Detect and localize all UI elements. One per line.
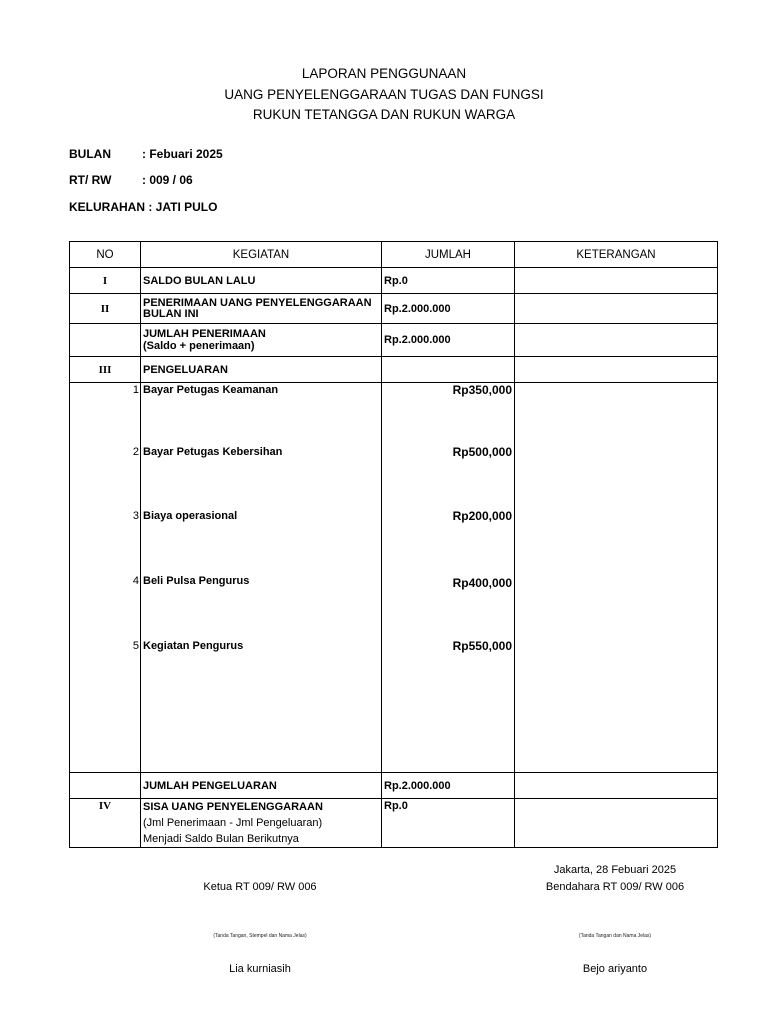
- item-number: 1: [132, 384, 139, 396]
- report-title-line2: UANG PENYELENGGARAAN TUGAS DAN FUNGSI: [224, 87, 544, 102]
- sisa-line2: (Jml Penerimaan - Jml Pengeluaran): [143, 817, 323, 829]
- row-label: PENERIMAAN UANG PENYELENGGARAAN BULAN INI: [141, 294, 382, 324]
- header-no: NO: [70, 242, 141, 268]
- item-amount: Rp500,000: [452, 445, 512, 459]
- row-number: [70, 773, 141, 799]
- sisa-line1: SISA UANG PENYELENGGARAAN: [143, 801, 323, 813]
- right-signer-role: Bendahara RT 009/ RW 006: [545, 881, 685, 893]
- header-kegiatan: KEGIATAN: [141, 242, 382, 268]
- meta-bulan: [69, 147, 223, 161]
- item-number: 4: [132, 575, 139, 587]
- header-jumlah: JUMLAH: [382, 242, 515, 268]
- item-number: 2: [132, 446, 139, 458]
- table-row-saldo: [70, 268, 718, 294]
- item-amount: Rp400,000: [452, 576, 512, 590]
- row-keterangan: [515, 324, 718, 357]
- row-keterangan: [515, 799, 718, 848]
- row-number: I: [70, 268, 141, 294]
- row-label: [141, 799, 382, 848]
- row-amount: Rp.0: [382, 268, 515, 294]
- row-keterangan: [515, 357, 718, 383]
- row-number: [70, 324, 141, 357]
- item-label: Kegiatan Pengurus: [143, 640, 244, 652]
- item-amount: Rp200,000: [452, 509, 512, 523]
- table-row-jumlah-pengeluaran: [70, 773, 718, 799]
- left-signer-name: Lia kurniasih: [229, 963, 291, 975]
- table-row-penerimaan: [70, 294, 718, 324]
- table-row-jumlah-penerimaan: [70, 324, 718, 357]
- row-number: III: [70, 357, 141, 383]
- bulan-value: : Febuari 2025: [142, 147, 223, 161]
- rtrw-label: RT/ RW: [69, 173, 112, 187]
- row-amount: Rp.0: [382, 799, 515, 848]
- left-signer-role: Ketua RT 009/ RW 006: [203, 881, 317, 893]
- item-label: Biaya operasional: [143, 510, 238, 522]
- item-label: Beli Pulsa Pengurus: [143, 575, 250, 587]
- header-keterangan: KETERANGAN: [515, 242, 718, 268]
- item-label: Bayar Petugas Kebersihan: [143, 446, 283, 458]
- row-amount: Rp.2.000.000: [382, 324, 515, 357]
- row-label: SALDO BULAN LALU: [141, 268, 382, 294]
- item-number: 3: [132, 510, 139, 522]
- row-label: JUMLAH PENGELUARAN: [141, 773, 382, 799]
- row-label: PENGELUARAN: [141, 357, 382, 383]
- report-title-line3: RUKUN TETANGGA DAN RUKUN WARGA: [252, 107, 516, 122]
- row-amount: Rp.2.000.000: [382, 294, 515, 324]
- bulan-label: BULAN: [69, 147, 111, 161]
- item-label: Bayar Petugas Keamanan: [143, 384, 279, 396]
- right-signature-note: (Tanda Tangan dan Nama Jelas): [578, 933, 652, 939]
- row-label: [141, 324, 382, 357]
- place-date: Jakarta, 28 Febuari 2025: [553, 864, 677, 876]
- table-row-sisa: [70, 799, 718, 848]
- sisa-line3: Menjadi Saldo Bulan Berikutnya: [143, 833, 299, 845]
- item-number: 5: [132, 640, 139, 652]
- row-amount: Rp.2.000.000: [382, 773, 515, 799]
- items-number-cell: [70, 383, 141, 773]
- row-number: IV: [70, 799, 141, 848]
- items-amount-cell: [382, 383, 515, 773]
- table-row-pengeluaran: [70, 357, 718, 383]
- items-keterangan-cell: [515, 383, 718, 773]
- jumlah-penerimaan-line1: JUMLAH PENERIMAAN: [143, 328, 266, 340]
- row-keterangan: [515, 268, 718, 294]
- right-signer-name: Bejo ariyanto: [582, 963, 648, 975]
- meta-rtrw: [69, 173, 193, 187]
- table-row-items: [70, 383, 718, 773]
- row-keterangan: [515, 294, 718, 324]
- item-amount: Rp350,000: [452, 383, 512, 397]
- report-table: [69, 241, 718, 848]
- report-title-line1: LAPORAN PENGGUNAAN: [301, 66, 467, 81]
- row-keterangan: [515, 773, 718, 799]
- row-number: II: [70, 294, 141, 324]
- items-label-cell: [141, 383, 382, 773]
- jumlah-penerimaan-line2: (Saldo + penerimaan): [143, 340, 255, 352]
- rtrw-value: : 009 / 06: [142, 173, 193, 187]
- left-signature-note: (Tanda Tangan, Stempel dan Nama Jelas): [213, 933, 307, 939]
- table-header-row: [70, 242, 718, 268]
- meta-kelurahan: KELURAHAN : JATI PULO: [69, 200, 218, 214]
- item-amount: Rp550,000: [452, 639, 512, 653]
- row-amount: [382, 357, 515, 383]
